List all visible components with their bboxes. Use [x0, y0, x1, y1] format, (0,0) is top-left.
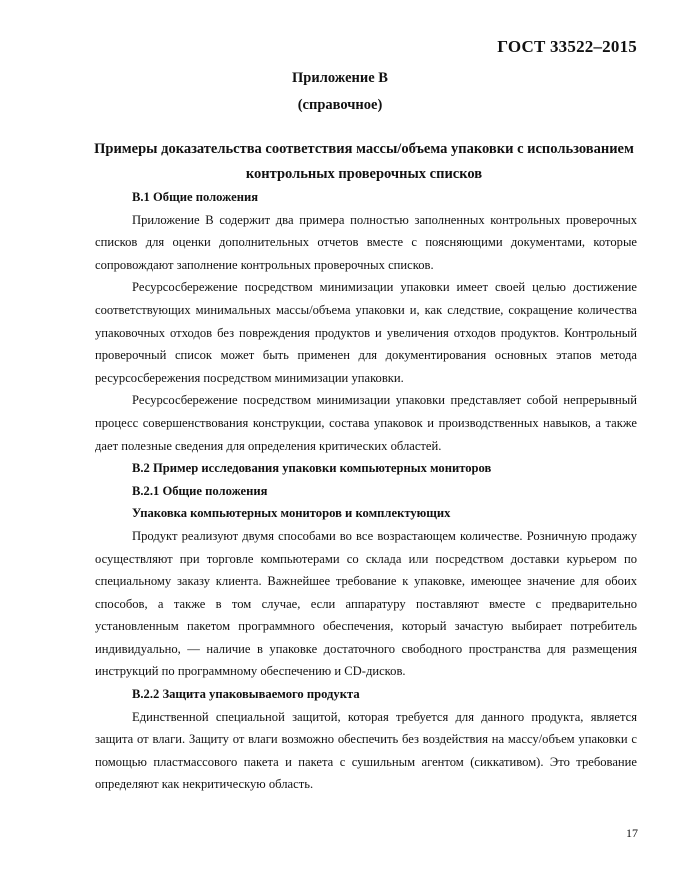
appendix-subtitle: (справочное): [297, 97, 383, 113]
appendix-heading: Примеры доказательства соответствия массы/объема упаковки с использованием контрольных проверочных списков: [94, 141, 634, 182]
document-body: [95, 186, 637, 796]
appendix-title: Приложение В: [292, 70, 388, 86]
section-b21-title: В.2.1 Общие положения: [132, 483, 268, 498]
section-b1-title: В.1 Общие положения: [132, 190, 259, 204]
standard-number: ГОСТ 33522–2015: [497, 37, 637, 56]
page-number: 17: [626, 826, 638, 840]
section-b22-paragraph-1: Единственной специальной защитой, которая требуется для данного продукта, является защита от влаги. Защиту от влаги возможно обеспечить без воздействия на массу/объем упаковки с помощью пластмассового пакета и пакета с сушильным агентом (сиккативом). Это требование определяют как некритическую область.: [95, 709, 637, 792]
section-b1-paragraph-3: Ресурсосбережение посредством минимизации упаковки представляет собой непрерывный процесс совершенствования конструкции, состава упаковок и производственных навыков, а также дает полезные сведения для определения критических областей.: [95, 393, 637, 453]
section-b1-paragraph-1: Приложение В содержит два примера полностью заполненных контрольных проверочных списков для оценки дополнительных отчетов вместе с поясняющими документами, которые сопровождают заполнение контрольных проверочных списков.: [95, 212, 637, 272]
section-b21-paragraph-1: Продукт реализуют двумя способами во все возрастающем количестве. Розничную продажу осуществляют при торговле компьютерами со склада или посредством доставки курьером по специальному заказу клиента. Важнейшее требование к упаковке, имеющее значение для обоих способов, а также в том случае, если аппаратуру поставляют вместе с предварительно установленным пакетом программного обеспечения, который зачастую выбирает потребитель индивидуально, — наличие в упаковке достаточного свободного пространства для размещения инструкций по программному обеспечению и CD-дисков.: [95, 528, 637, 679]
section-b2-title: В.2 Пример исследования упаковки компьютерных мониторов: [132, 461, 492, 476]
section-b22-title: В.2.2 Защита упаковываемого продукта: [132, 687, 360, 702]
section-b1-paragraph-2: Ресурсосбережение посредством минимизации упаковки имеет своей целью достижение соответствующих минимальных массы/объема упаковки и, как следствие, сокращение количества упаковочных отходов без повреждения продуктов и увеличения отходов продуктов. Контрольный проверочный список может быть применен для документирования основных этапов метода ресурсосбережения посредством минимизации упаковки.: [95, 280, 637, 385]
section-b21-subtitle: Упаковка компьютерных мониторов и комплектующих: [132, 506, 451, 521]
